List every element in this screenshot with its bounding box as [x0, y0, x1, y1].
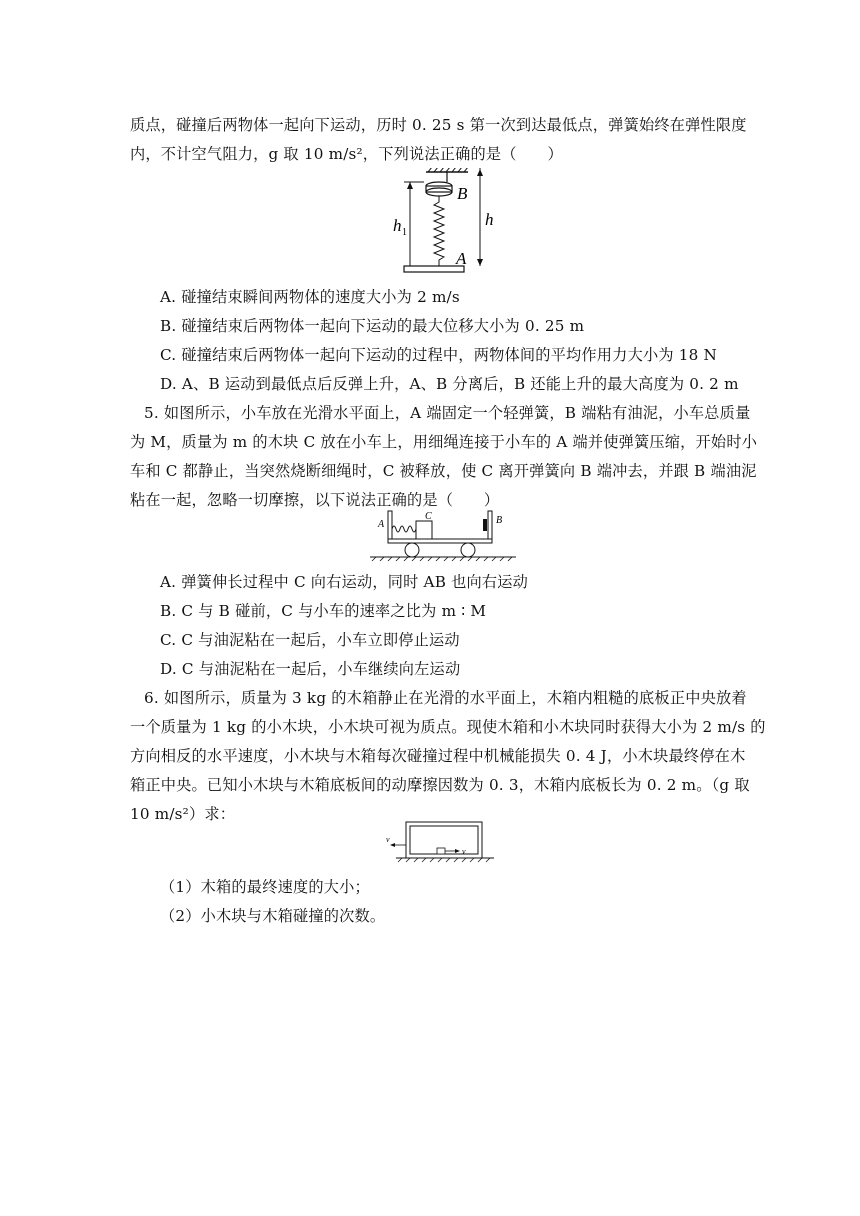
- q5-label-c: C: [425, 511, 432, 522]
- q5-cart-figure: [368, 505, 518, 569]
- q6-subquestion-2: （2）小木块与木箱碰撞的次数。: [160, 907, 386, 925]
- q6-label-v-right: v: [462, 847, 466, 856]
- q4-label-h1-sub: 1: [402, 227, 407, 238]
- q4-label-a: A: [456, 249, 467, 268]
- q5-label-b: B: [496, 515, 503, 526]
- q4-option-a: A. 碰撞结束瞬间两物体的速度大小为 2 m/s: [160, 288, 460, 306]
- q5-label-a: A: [378, 519, 385, 530]
- q4-text-line-1: 质点，碰撞后两物体一起向下运动，历时 0. 25 s 第一次到达最低点，弹簧始终在弹性限度: [130, 116, 747, 134]
- q4-option-c: C. 碰撞结束后两物体一起向下运动的过程中，两物体间的平均作用力大小为 18 N: [160, 346, 718, 364]
- q6-label-v-left: v: [386, 835, 390, 844]
- q5-option-b: B. C 与 B 碰前，C 与小车的速率之比为 m ∶ M: [160, 602, 487, 620]
- q6-text-line-3: 方向相反的水平速度，小木块与木箱每次碰撞过程中机械能损失 0. 4 J，小木块最终停在木: [130, 747, 746, 765]
- q6-box-figure: [380, 818, 500, 872]
- q6-text-line-4: 箱正中央。已知小木块与木箱底板间的动摩擦因数为 0. 3，木箱内底板长为 0. 2 m。（g 取: [130, 776, 750, 794]
- q6-text-line-5: 10 m/s²）求：: [130, 805, 236, 823]
- q6-text-line-1: 6. 如图所示，质量为 3 kg 的木箱静止在光滑的水平面上，木箱内粗糙的底板正中央放着: [144, 689, 747, 707]
- q6-text-line-2: 一个质量为 1 kg 的小木块，小木块可视为质点。现使木箱和小木块同时获得大小为 2 m/s 的: [130, 718, 766, 736]
- q5-text-line-4: 粘在一起，忽略一切摩擦，以下说法正确的是（ ）: [130, 491, 500, 509]
- q5-option-a: A. 弹簧伸长过程中 C 向右运动，同时 AB 也向右运动: [160, 573, 529, 591]
- q4-text-line-2: 内，不计空气阻力，g 取 10 m/s²，下列说法正确的是（ ）: [130, 145, 563, 163]
- q4-label-b: B: [457, 184, 468, 203]
- q5-text-line-2: 为 M，质量为 m 的木块 C 放在小车上，用细绳连接于小车的 A 端并使弹簧压缩，开始时小: [130, 433, 758, 451]
- q5-option-d: D. C 与油泥粘在一起后，小车继续向左运动: [160, 660, 461, 678]
- q5-text-line-3: 车和 C 都静止，当突然烧断细绳时，C 被释放，使 C 离开弹簧向 B 端冲去，并跟 B 端油泥: [130, 462, 757, 480]
- q4-option-d: D. A、B 运动到最低点后反弹上升，A、B 分离后，B 还能上升的最大高度为 0. 2 m: [160, 375, 739, 393]
- q4-spring-figure: [388, 168, 498, 284]
- q5-option-c: C. C 与油泥粘在一起后，小车立即停止运动: [160, 631, 460, 649]
- q4-label-h: h: [485, 210, 494, 229]
- q6-subquestion-1: （1）木箱的最终速度的大小；: [160, 878, 370, 896]
- q4-label-h1: h: [393, 216, 402, 235]
- q5-text-line-1: 5. 如图所示，小车放在光滑水平面上，A 端固定一个轻弹簧，B 端粘有油泥，小车总质量: [144, 404, 751, 422]
- q4-option-b: B. 碰撞结束后两物体一起向下运动的最大位移大小为 0. 25 m: [160, 317, 585, 335]
